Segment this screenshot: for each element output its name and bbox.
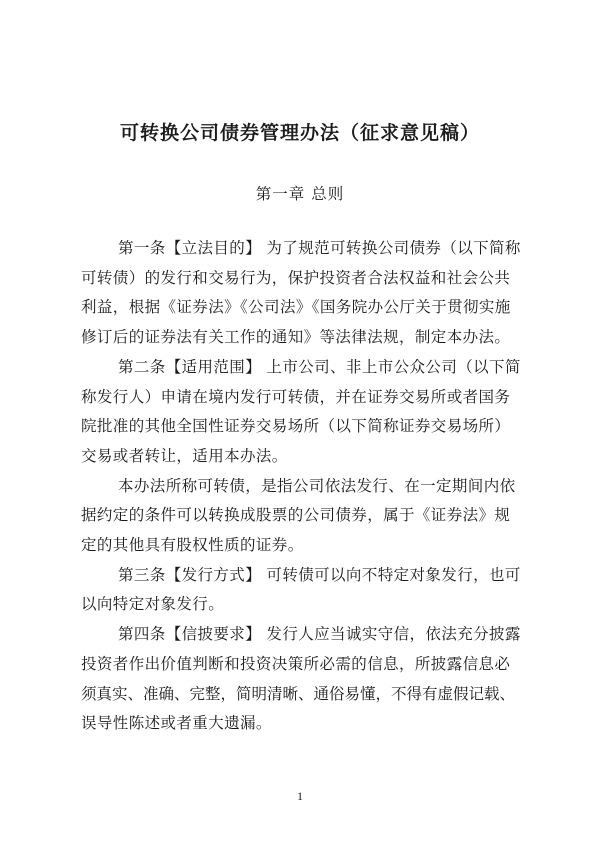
paragraph-line: 须真实、准确、完整，简明清晰、通俗易懂，不得有虚假记载、	[81, 684, 516, 703]
document-title: 可转换公司债券管理办法（征求意见稿）	[119, 122, 480, 144]
paragraph-line: 以向特定对象发行。	[81, 595, 225, 614]
paragraph-line: 投资者作出价值判断和投资决策所必需的信息，所披露信息必	[81, 654, 511, 673]
article-3-paragraph	[81, 561, 521, 620]
paragraph-line: 误导性陈述或者重大遗漏。	[81, 714, 272, 733]
paragraph-line: 利益，根据《证券法》《公司法》《国务院办公厅关于贯彻实施	[81, 298, 511, 317]
paragraph-line: 可转债）的发行和交易行为，保护投资者合法权益和社会公共	[81, 268, 511, 287]
article-2-paragraph	[81, 353, 521, 472]
paragraph-line: 院批准的其他全国性证券交易场所（以下简称证券交易场所）	[81, 417, 511, 436]
paragraph-line: 称发行人）申请在境内发行可转债，并在证券交易所或者国务	[81, 387, 511, 406]
paragraph-line: 交易或者转让，适用本办法。	[81, 446, 288, 465]
article-1-paragraph	[81, 234, 521, 353]
definition-paragraph	[81, 472, 521, 561]
paragraph-line: 定的其他具有股权性质的证券。	[81, 536, 304, 555]
article-4-paragraph	[81, 620, 521, 739]
document-body	[81, 234, 521, 739]
paragraph-line: 据约定的条件可以转换成股票的公司债券，属于《证券法》规	[81, 506, 511, 525]
page-number: 1	[297, 789, 303, 803]
paragraph-line: 第一条【立法目的】 为了规范可转换公司债券（以下简称	[118, 239, 521, 257]
chapter-title: 第一章 总则	[255, 185, 345, 203]
paragraph-line: 修订后的证券法有关工作的通知》等法律法规，制定本办法。	[81, 328, 511, 347]
paragraph-line: 第二条【适用范围】 上市公司、非上市公众公司（以下简	[118, 357, 521, 376]
paragraph-line: 本办法所称可转债，是指公司依法发行、在一定期间内依	[118, 476, 516, 495]
paragraph-line: 第三条【发行方式】 可转债可以向不特定对象发行，也可	[118, 565, 521, 584]
paragraph-line: 第四条【信披要求】 发行人应当诚实守信，依法充分披露	[118, 625, 521, 644]
